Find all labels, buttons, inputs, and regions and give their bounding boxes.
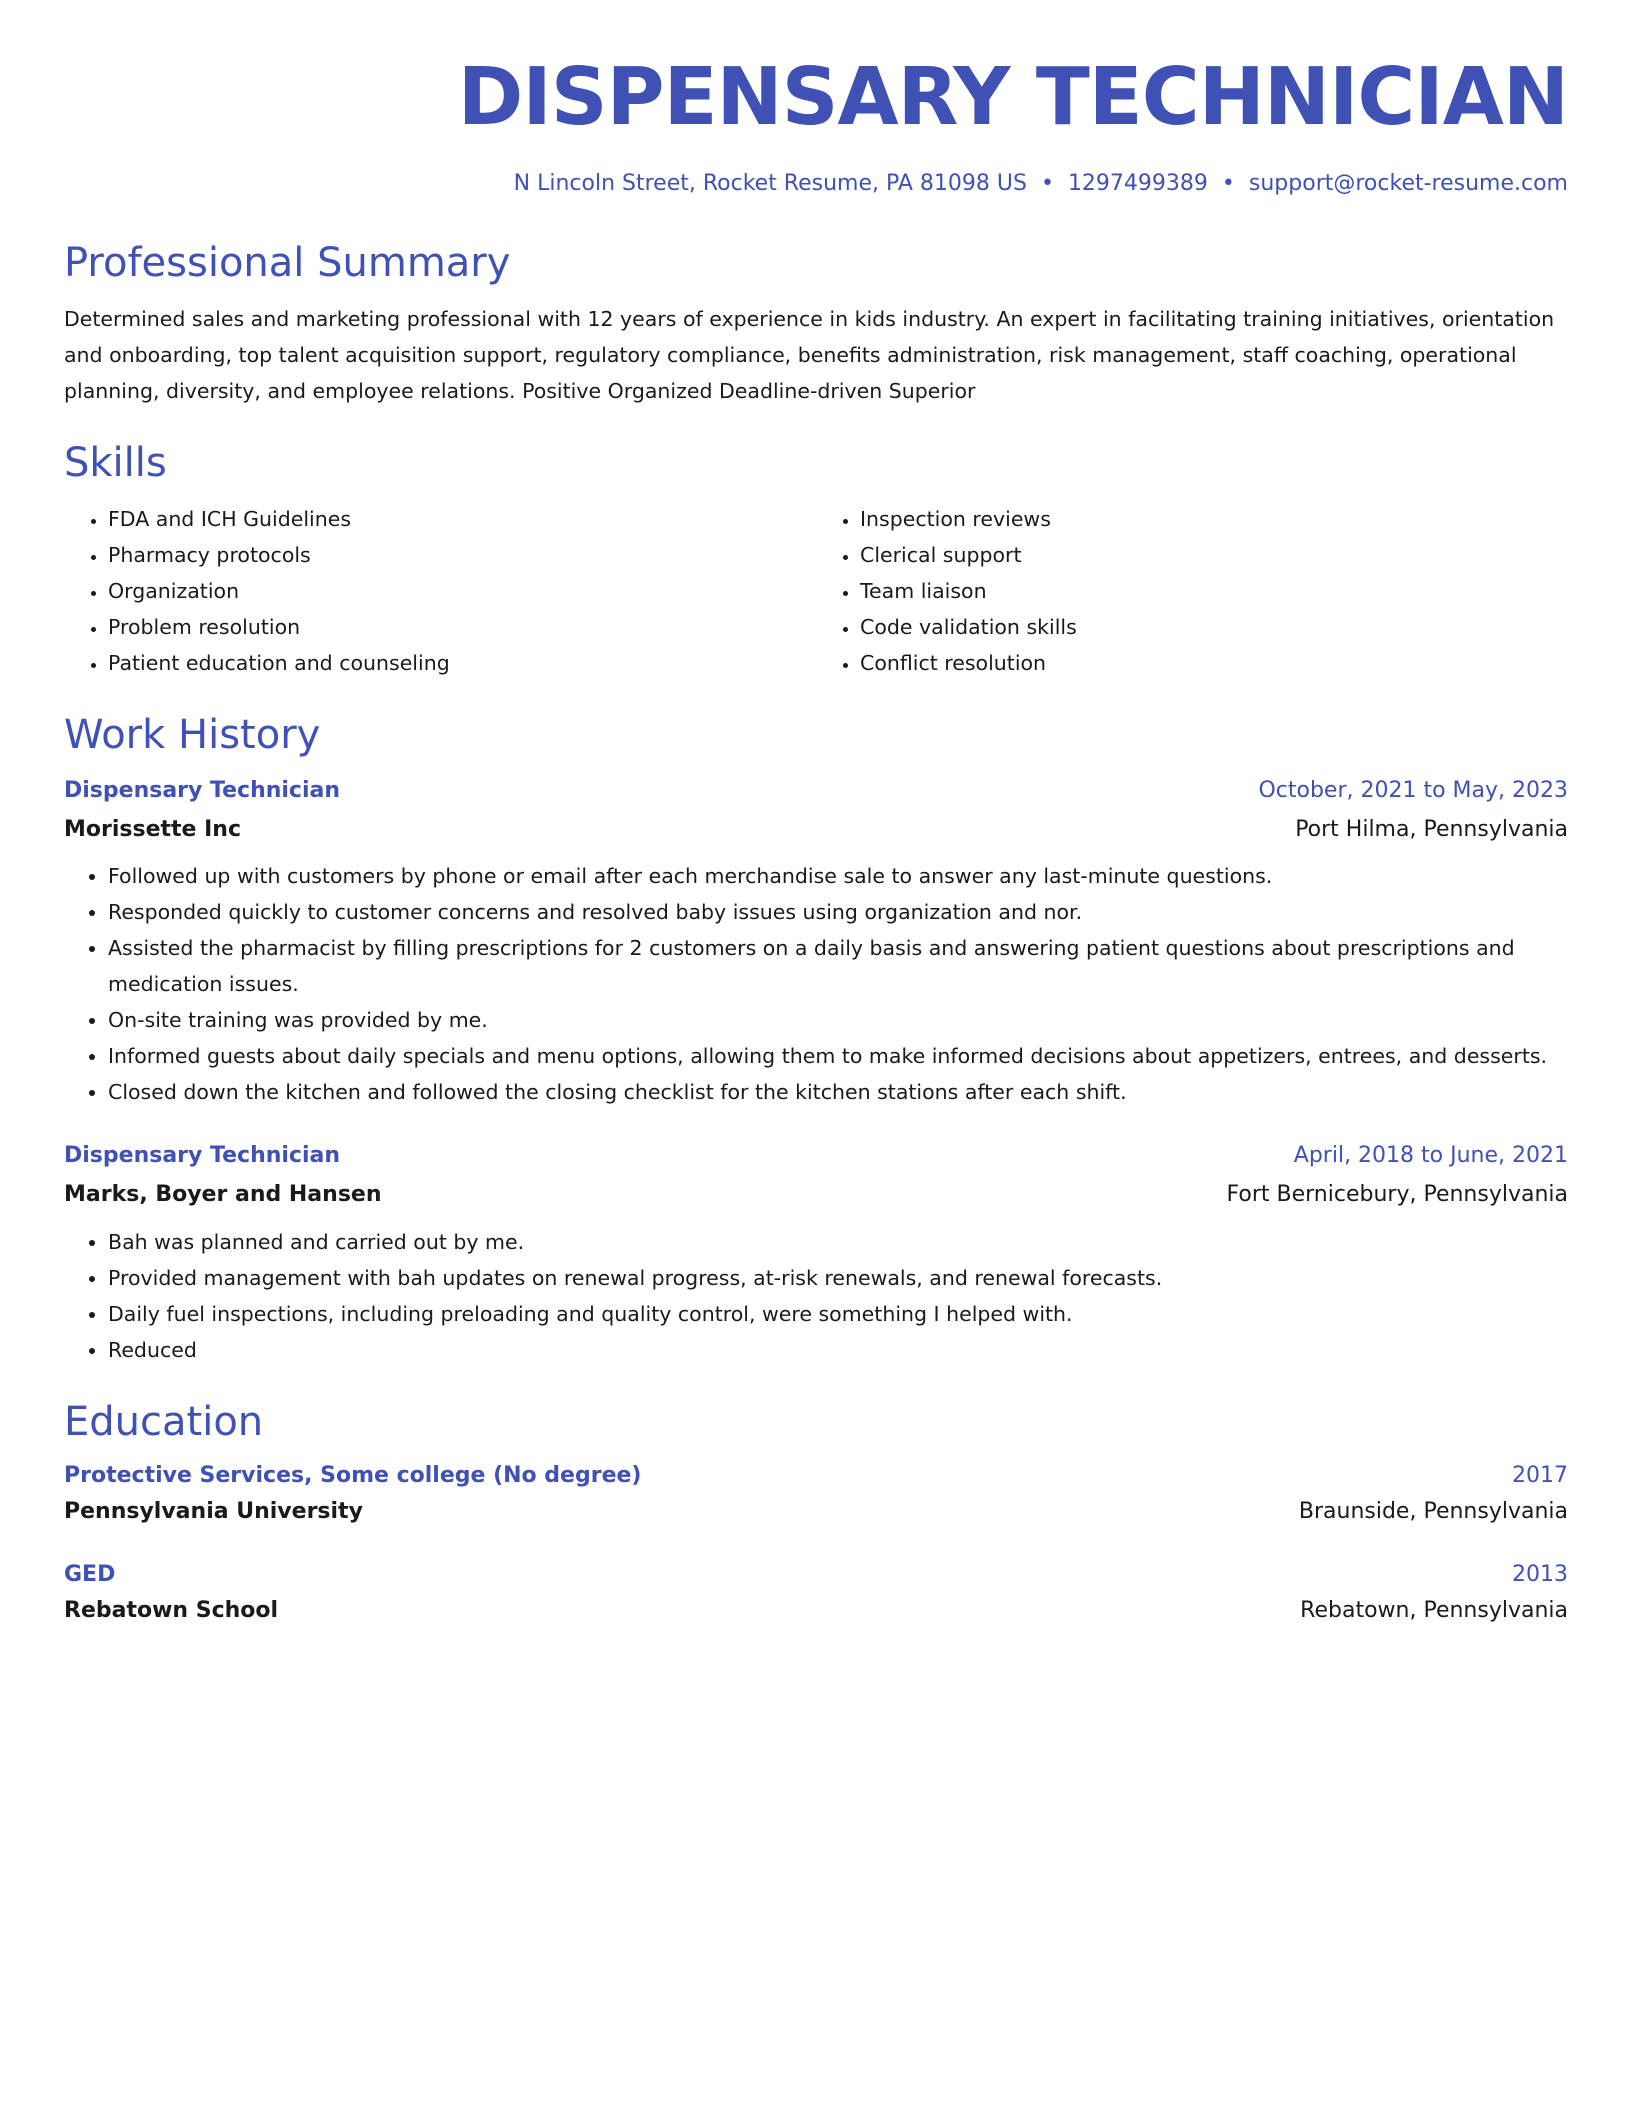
job-company-row [64,1171,1568,1210]
job-company: Marks, Boyer and Hansen [64,1182,382,1208]
skills-list [64,501,1568,681]
skill-item: • Code validation skills [860,609,1568,645]
education-year: 2017 [1512,1462,1568,1488]
education-school-row [64,1589,1568,1626]
education-header-row [64,1462,1568,1491]
contact-separator: • [1221,170,1235,196]
job-bullet: • Followed up with customers by phone or email after each merchandise sale to answer any last-minute questions. [108,858,1568,894]
skill-item: • Inspection reviews [860,501,1568,537]
job-bullet: • Assisted the pharmacist by filling prescriptions for 2 customers on a daily basis and answering patient questions about prescriptions and medication issues. [108,930,1568,1002]
contact-phone: 1297499389 [1067,170,1208,196]
education-year: 2013 [1512,1561,1568,1587]
education-degree: Protective Services, Some college (No degree) [64,1462,642,1488]
skill-item: • Conflict resolution [860,645,1568,681]
job-header-row [64,1142,1568,1171]
job-bullet: • Bah was planned and carried out by me. [108,1224,1568,1260]
education-entry [64,1561,1568,1626]
job-bullet: • On-site training was provided by me. [108,1002,1568,1038]
job-company-row [64,806,1568,845]
job-bullet: • Provided management with bah updates on renewal progress, at-risk renewals, and renewal forecasts. [108,1260,1568,1296]
contact-email[interactable]: support@rocket-resume.com [1248,170,1568,196]
contact-separator: • [1040,170,1054,196]
education-school: Rebatown School [64,1598,279,1624]
job-header-row [64,777,1568,806]
work-history-heading: Work History [64,712,321,759]
skill-item: • Problem resolution [108,609,816,645]
contact-line [64,171,1568,197]
contact-address: N Lincoln Street, Rocket Resume, PA 81098 US [513,170,1027,196]
job-company: Morissette Inc [64,816,242,842]
job-bullets [64,858,1568,1110]
summary-heading: Professional Summary [64,240,511,287]
job-location: Fort Bernicebury, Pennsylvania [1226,1182,1568,1208]
education-school-row [64,1490,1568,1527]
job-entry [64,1142,1568,1367]
summary-text: Determined sales and marketing professional with 12 years of experience in kids industry. An expert in facilitating training initiatives, orientation and onboarding, top talent acquisition support, regulatory compliance, benefits administration, risk management, staff coaching, operational planning, diversity, and employee relations. Positive Organized Deadline-driven Superior [64,307,1555,404]
education-location: Braunside, Pennsylvania [1298,1499,1568,1525]
skill-item: • FDA and ICH Guidelines [108,501,816,537]
education-school: Pennsylvania University [64,1499,363,1525]
education-entry [64,1462,1568,1527]
skill-item: • Pharmacy protocols [108,537,816,573]
job-bullet: • Informed guests about daily specials and menu options, allowing them to make informed decisions about appetizers, entrees, and desserts. [108,1038,1568,1074]
job-dates: October, 2021 to May, 2023 [1258,778,1568,804]
resume-name: DISPENSARY TECHNICIAN [457,51,1568,143]
job-bullet: • Responded quickly to customer concerns and resolved baby issues using organization and nor. [108,894,1568,930]
job-dates: April, 2018 to June, 2021 [1293,1143,1568,1169]
skills-column-left [64,501,816,681]
skill-item: • Organization [108,573,816,609]
skill-item: • Patient education and counseling [108,645,816,681]
job-title: Dispensary Technician [64,778,341,804]
education-header-row [64,1561,1568,1590]
job-bullet: • Closed down the kitchen and followed the closing checklist for the kitchen stations after each shift. [108,1074,1568,1110]
job-bullet: • Reduced [108,1332,1568,1368]
education-location: Rebatown, Pennsylvania [1300,1598,1568,1624]
education-degree: GED [64,1561,116,1587]
job-title: Dispensary Technician [64,1143,341,1169]
job-entry [64,777,1568,1110]
skills-heading: Skills [64,440,167,487]
education-heading: Education [64,1398,264,1445]
skill-item: • Clerical support [860,537,1568,573]
skill-item: • Team liaison [860,573,1568,609]
job-location: Port Hilma, Pennsylvania [1295,816,1568,842]
job-bullets [64,1224,1568,1368]
job-bullet: • Daily fuel inspections, including preloading and quality control, were something I helped with. [108,1296,1568,1332]
skills-column-right [816,501,1568,681]
